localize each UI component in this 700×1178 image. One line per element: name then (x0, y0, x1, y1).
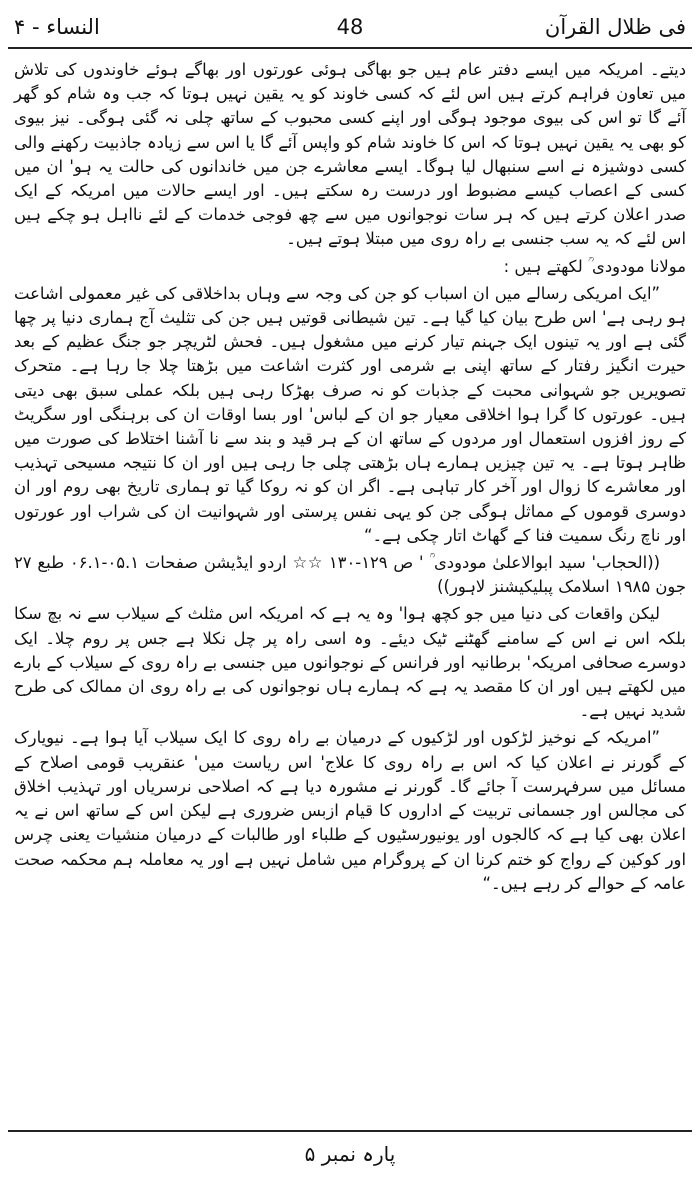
header-divider (8, 47, 692, 49)
main-text (14, 58, 686, 899)
paragraph: دیتے۔ امریکہ میں ایسے دفتر عام ہیں جو بھاگی ہوئی عورتوں اور بھاگے ہوئے خاوندوں کی تلاش میں تعاون فراہم کرتے ہیں اس لئے کہ کسی خاوند کو یہ یقین نہیں ہوتا کہ جب وہ شام کو گھر آئے گا تو اس کی بیوی موجود ہوگی اور اپنے کسی محبوب کے ساتھ چلی نہ گئی ہوگی۔ نیز بیوی کو بھی یہ یقین نہیں ہوتا کہ اس کا خاوند شام کو واپس آئے گا یا اس سے زیادہ جاذبیت رکھنے والی کسی دوشیزہ نے اسے سنبھال لیا ہوگا۔ ایسے معاشرے جن میں خاندانوں کی حالت یہ ہو' ان میں کسی کے اعصاب کیسے مضبوط اور درست رہ سکتے ہیں۔ اور ایسے حالات میں امریکہ کے ایک صدر اعلان کرتے ہیں کہ ہر سات نوجوانوں میں سے چھ فوجی خدمات کے لئے نااہل ہو چکے ہیں اس لئے کہ یہ سب جنسی بے راہ روی میں مبتلا ہوتے ہیں۔ (14, 60, 686, 249)
paragraph: مولانا مودودی ؒ لکھتے ہیں : (503, 256, 686, 276)
page-number: 48 (336, 15, 364, 39)
quotation: ”ایک امریکی رسالے میں ان اسباب کو جن کی وجہ سے وہاں بداخلاقی کی غیر معمولی اشاعت ہو رہی ہے' اس طرح بیان کیا گیا ہے۔ تین شیطانی قوتیں ہیں جن کی تثلیث آج ہماری دنیا پر چھا گئی ہے اور یہ تینوں ایک جہنم تیار کرنے میں مشغول ہیں۔ فحش لٹریچر جو جنگ عظیم کے بعد حیرت انگیز رفتار کے ساتھ اپنی بے شرمی اور کثرت اشاعت میں بڑھتا چلا جا رہا ہے۔ متحرک تصویریں جو شہوانی محبت کے جذبات کو نہ صرف بھڑکا رہی ہیں بلکہ عملی سبق بھی دیتی ہیں۔ عورتوں کا گرا ہوا اخلاقی معیار جو ان کے لباس' اور بسا اوقات ان کی برہنگی اور سگریٹ کے روز افزوں استعمال اور مردوں کے ساتھ ان کے ہر قید و بند سے نا آشنا اختلاط کی صورت میں ظاہر ہوتا ہے۔ یہ تین چیزیں ہمارے ہاں بڑھتی چلی جا رہی ہیں اور ان کا نتیجہ مسیحی تہذیب اور معاشرے کا زوال اور آخر کار تباہی ہے۔ اگر ان کو نہ روکا گیا تو ہماری تاریخ بھی روم اور ان دوسری قوموں کے مماثل ہوگی جن کو یہی نفس پرستی اور شہوانیت ان کی شراب اور عورتوں اور ناچ رنگ سمیت فنا کے گھاٹ اتار چکی ہے۔“ (14, 283, 686, 545)
para-number: پارہ نمبر ۵ (304, 1142, 396, 1166)
surah-label: النساء - ۴ (14, 15, 100, 39)
book-title: فی ظلال القرآن (544, 15, 686, 39)
citation: ((الحجاب' سید ابوالاعلیٰ مودودی ؒ ' ص ۱۲۹-۱۳۰ ☆☆ اردو ایڈیشن صفحات ۰۵.۱-۰۶.۱ طبع ۲۷ جون ۱۹۸۵ اسلامک پبلیکیشنز لاہور)) (14, 553, 686, 597)
quotation: ”امریکہ کے نوخیز لڑکوں اور لڑکیوں کے درمیان بے راہ روی کا ایک سیلاب آیا ہوا ہے۔ نیویارک کے گورنر نے اعلان کیا کہ اس بے راہ روی کا علاج' اس ریاست میں' عنقریب قومی اصلاح کے مسائل میں سرفہرست آ جائے گا۔ گورنر نے مشورہ دیا ہے کہ اصلاحی نرسریاں اور تہذیب اخلاق کی مجالس اور جسمانی تربیت کے اداروں کا قیام ازبس ضروری ہے لیکن اس کے ساتھ اس نے یہ اعلان بھی کیا ہے کہ کالجوں اور یونیورسٹیوں کے طلباء اور طالبات کے درمیان منشیات یعنی چرس اور کوکین کے رواج کو ختم کرنا ان کے پروگرام میں شامل نہیں ہے اور یہ معاملہ ہم محکمہ صحت عامہ کے حوالے کر رہے ہیں۔“ (14, 728, 686, 893)
paragraph: لیکن واقعات کی دنیا میں جو کچھ ہوا' وہ یہ ہے کہ امریکہ اس مثلث کے سیلاب سے نہ بچ سکا بلکہ اس نے اس کے سامنے گھٹنے ٹیک دیئے۔ وہ اسی راہ پر چل نکلا ہے جس پر روم چلا۔ ایک دوسرے صحافی امریکہ' برطانیہ اور فرانس کے نوجوانوں میں جنسی بے راہ روی کے سیلاب کے بارے میں لکھتے ہیں اور ان کا مقصد یہ ہے کہ ہمارے ہاں نوجوانوں کی بے راہ روی ان ممالک کی طرح شدید نہیں ہے۔ (14, 604, 686, 721)
page-header (14, 8, 686, 46)
footer-divider (8, 1130, 692, 1132)
